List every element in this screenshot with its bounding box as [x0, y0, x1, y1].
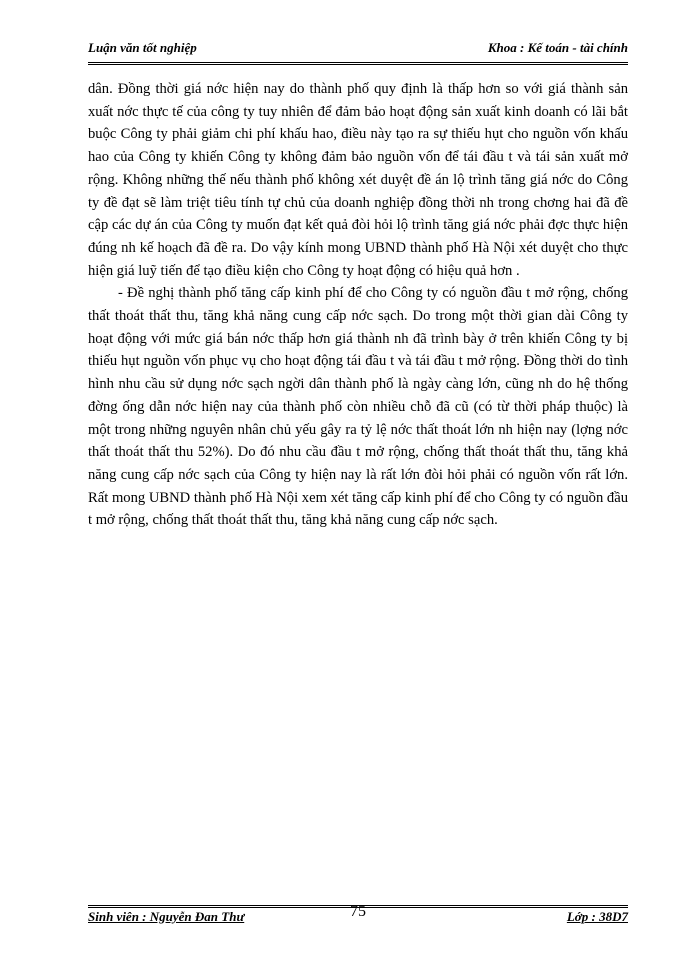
page-header	[88, 40, 628, 64]
document-body	[88, 78, 628, 532]
header-divider	[88, 62, 628, 65]
paragraph-2: - Đề nghị thành phố tăng cấp kinh phí để cho Công ty có nguồn đầu t mở rộng, chống thất thoát thất thu, tăng khả năng cung cấp nớc sạch. Do trong một thời gian dài Công ty hoạt động với mức giá bán nớc thấp hơn giá thành nh đã trình bày ở trên khiến Công ty bị thiếu hụt nguồn vốn phục vụ cho hoạt động tái đầu t và tái đầu t mở rộng. Đồng thời do tình hình nhu cầu sử dụng nớc sạch ngời dân thành phố là ngày càng lớn, cũng nh do hệ thống đờng ống dẫn nớc hiện nay của thành phố còn nhiều chỗ đã cũ (có từ thời pháp thuộc) là một trong những nguyên nhân chủ yếu gây ra tỷ lệ nớc thất thoát lớn nh hiện nay (lợng nớc thất thoát thất thu 52%). Do đó nhu cầu đầu t mở rộng, chống thất thoát thất thu, tăng khả năng cung cấp nớc sạch của Công ty hiện nay là rất lớn đòi hỏi phải có nguồn vốn rất lớn. Rất mong UBND thành phố Hà Nội xem xét tăng cấp kinh phí để cho Công ty có nguồn đầu t mở rộng, chống thất thoát thất thu, tăng khả năng cung cấp nớc sạch.	[88, 285, 628, 529]
header-thesis-title: Luận văn tốt nghiệp	[88, 40, 197, 55]
page-number: 75	[350, 903, 366, 920]
paragraph-1: dân. Đồng thời giá nớc hiện nay do thành phố quy định là thấp hơn so với giá thành sản xuất nớc thực tế của công ty tuy nhiên để đảm bảo hoạt động sản xuất kinh doanh có lãi bắt buộc Công ty phải giảm chi phí khấu hao, điều này tạo ra sự thiếu hụt cho nguồn vốn khấu hao của Công ty khiến Công ty không đảm bảo nguồn vốn để tái đầu t và tái sản xuất mở rộng. Không những thế nếu thành phố không xét duyệt đề án lộ trình tăng giá nớc do Công ty đề đạt sẽ làm triệt tiêu tính tự chủ của doanh nghiệp đồng thời nh trong chơng hai đã đề cập các dự án của Công ty muốn đạt kết quả đòi hỏi lộ trình tăng giá nớc phải đợc thực hiện đúng nh kế hoạch đã đề ra. Do vậy kính mong UBND thành phố Hà Nội xét duyệt cho thực hiện giá luỹ tiến để tạo điều kiện cho Công ty hoạt động có hiệu quả hơn .	[88, 81, 628, 279]
footer-student-name: Sinh viên : Nguyễn Đan Thư	[88, 909, 245, 924]
footer-class: Lớp : 38D7	[566, 909, 628, 924]
header-faculty: Khoa : Kế toán - tài chính	[487, 40, 628, 55]
page-footer	[88, 903, 628, 931]
